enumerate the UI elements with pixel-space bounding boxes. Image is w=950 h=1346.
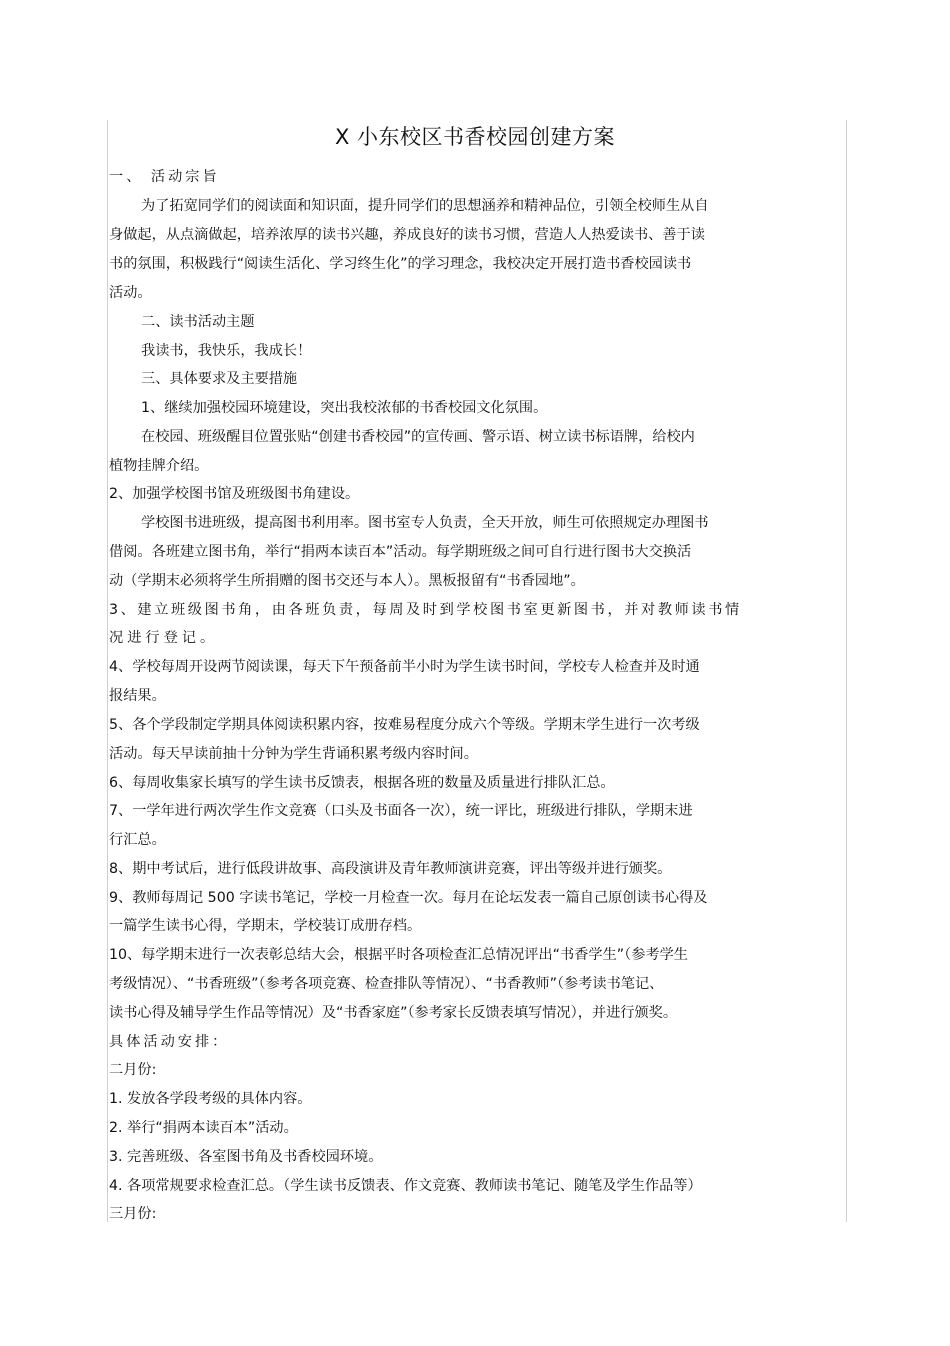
page-border-left — [107, 120, 108, 1222]
document-title: X 小东校区书香校园创建方案 — [334, 125, 616, 149]
list-item: 1. 发放各学段考级的具体内容。 — [109, 1091, 312, 1107]
section-heading: 具体活动安排： — [109, 1034, 230, 1050]
paragraph-line: 考级情况）、“书香班级”（参考各项竞赛、检查排队等情况）、“书香教师”（参考读书笔记、 — [109, 976, 664, 992]
paragraph-line: 身做起，从点滴做起，培养浓厚的读书兴趣，养成良好的读书习惯，营造人人热爱读书、善于读 — [109, 227, 705, 243]
paragraph-line: 况进行登记。 — [109, 630, 219, 646]
list-item: 5、各个学段制定学期具体阅读积累内容，按难易程度分成六个等级。学期末学生进行一次考级 — [109, 717, 700, 733]
list-item: 8、期中考试后，进行低段讲故事、高段演讲及青年教师演讲竞赛，评出等级并进行颁奖。 — [109, 861, 672, 877]
paragraph-line: 借阅。各班建立图书角，举行“捐两本读百本”活动。每学期班级之间可自行进行图书大交换活 — [109, 544, 692, 560]
page-border-right — [846, 120, 847, 1222]
paragraph-line: 书的氛围，积极践行“阅读生活化、学习终生化”的学习理念，我校决定开展打造书香校园读书 — [109, 256, 692, 272]
paragraph-line: 在校园、班级醒目位置张贴“创建书香校园”的宣传画、警示语、树立读书标语牌，给校内 — [141, 429, 695, 445]
paragraph-line: 行汇总。 — [109, 832, 166, 848]
section-heading: 二、读书活动主题 — [141, 314, 255, 330]
list-item: 6、每周收集家长填写的学生读书反馈表，根据各班的数量及质量进行排队汇总。 — [109, 775, 615, 791]
list-item: 9、教师每周记 500 字读书笔记，学校一月检查一次。每月在论坛发表一篇自己原创读书心得及 — [109, 890, 708, 906]
list-item: 10、每学期末进行一次表彰总结大会，根据平时各项检查汇总情况评出“书香学生”（参考学生 — [109, 947, 688, 963]
list-item: 3. 完善班级、各室图书角及书香校园环境。 — [109, 1149, 383, 1165]
paragraph-line: 读书心得及辅导学生作品等情况）及“书香家庭”（参考家长反馈表填写情况），并进行颁奖。 — [109, 1005, 678, 1021]
list-item: 3、建立班级图书角，由各班负责，每周及时到学校图书室更新图书，并对教师读书情 — [109, 602, 742, 618]
list-item: 4、学校每周开设两节阅读课，每天下午预备前半小时为学生读书时间，学校专人检查并及时通 — [109, 659, 700, 675]
list-item: 4. 各项常规要求检查汇总。（学生读书反馈表、作文竞赛、教师读书笔记、随笔及学生作品等） — [109, 1178, 702, 1194]
list-item: 2、加强学校图书馆及班级图书角建设。 — [109, 486, 360, 502]
month-heading: 三月份: — [109, 1206, 157, 1222]
list-item: 2. 举行“捐两本读百本”活动。 — [109, 1120, 298, 1136]
month-heading: 二月份: — [109, 1062, 157, 1078]
list-item: 1、继续加强校园环境建设，突出我校浓郁的书香校园文化氛围。 — [141, 400, 548, 416]
paragraph-line: 活动。 — [109, 285, 152, 301]
paragraph-line: 动（学期末必须将学生所捐赠的图书交还与本人）。黑板报留有“书香园地”。 — [109, 573, 585, 589]
list-item: 7、一学年进行两次学生作文竞赛（口头及书面各一次），统一评比，班级进行排队，学期末进 — [109, 803, 693, 819]
paragraph-line: 植物挂牌介绍。 — [109, 458, 209, 474]
paragraph-line: 我读书，我快乐，我成长！ — [141, 343, 312, 359]
paragraph-line: 一篇学生读书心得，学期末，学校装订成册存档。 — [109, 918, 422, 934]
section-heading: 一、 活动宗旨 — [109, 169, 220, 185]
section-heading: 三、具体要求及主要措施 — [141, 371, 298, 387]
paragraph-line: 为了拓宽同学们的阅读面和知识面，提升同学们的思想涵养和精神品位，引领全校师生从自 — [141, 198, 709, 214]
paragraph-line: 报结果。 — [109, 688, 166, 704]
paragraph-line: 学校图书进班级，提高图书利用率。图书室专人负责，全天开放，师生可依照规定办理图书 — [141, 515, 709, 531]
paragraph-line: 活动。每天早读前抽十分钟为学生背诵积累考级内容时间。 — [109, 746, 478, 762]
